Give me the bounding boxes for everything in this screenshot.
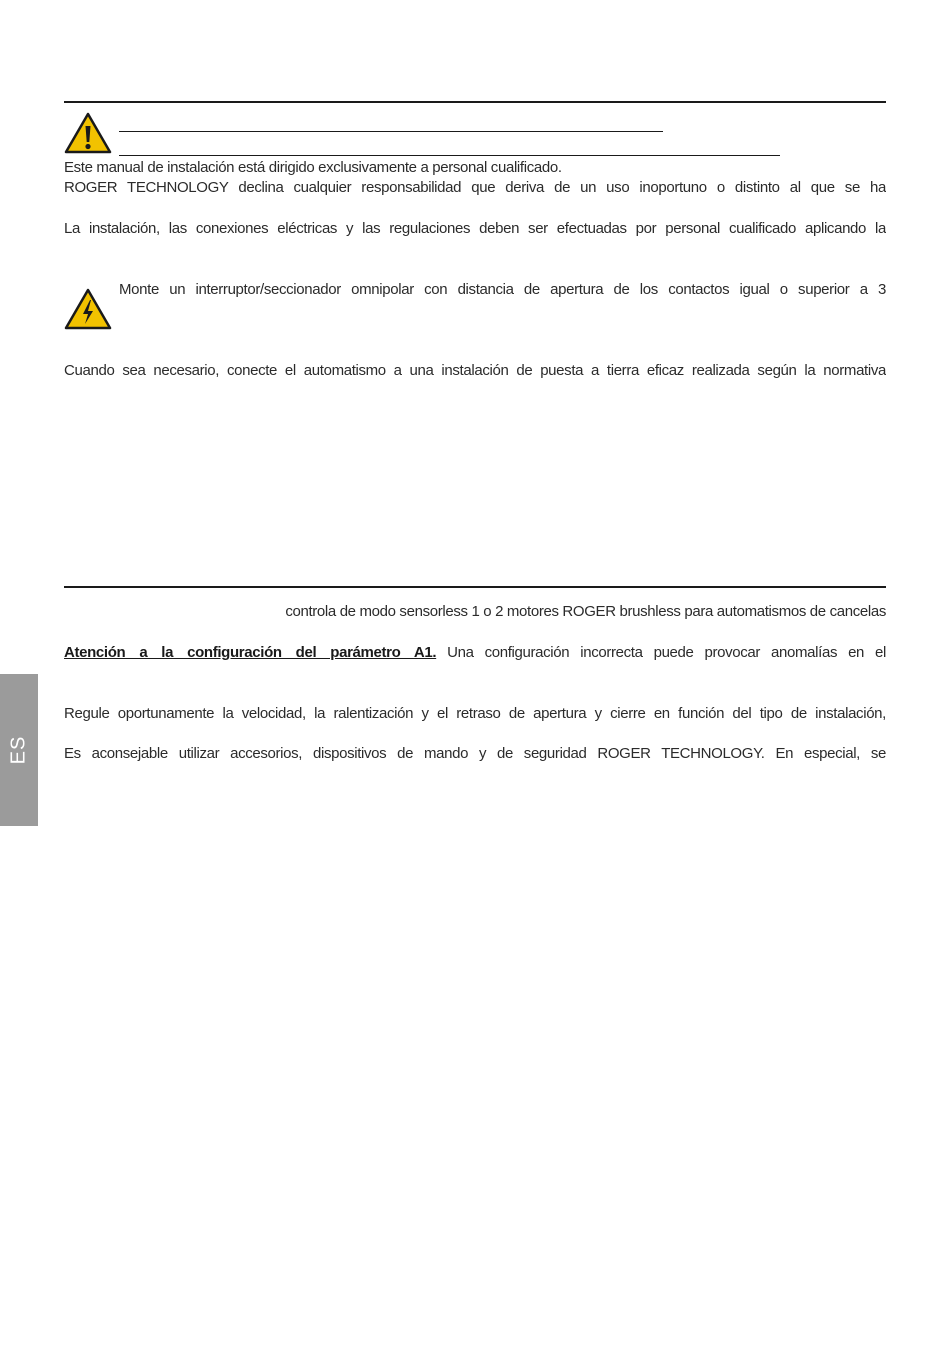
section-1-top-rule: [64, 101, 886, 103]
heading-placeholder-line-1: [119, 131, 663, 132]
paragraph-liability: ROGER TECHNOLOGY declina cualquier responsabilidad que deriva de un uso inoportuno o distinto al que se ha: [64, 179, 886, 196]
language-tab-label: ES: [7, 735, 30, 765]
section-2-top-rule: [64, 586, 886, 588]
high-voltage-icon: [63, 287, 113, 331]
attention-parameter-a1: Atención a la configuración del parámetro A1.: [64, 644, 437, 661]
attention-rest: Una configuración incorrecta puede provocar anomalías en el: [436, 644, 886, 661]
paragraph-attention: [64, 643, 886, 663]
paragraph-grounding: Cuando sea necesario, conecte el automatismo a una instalación de puesta a tierra eficaz realizada según la normativa: [64, 362, 886, 379]
heading-placeholder-line-2: [119, 155, 780, 156]
paragraph-qualified-personnel: Este manual de instalación está dirigido exclusivamente a personal cualificado.: [64, 159, 562, 176]
paragraph-advice: Es aconsejable utilizar accesorios, dispositivos de mando y de seguridad ROGER TECHNOLOGY. En especial, se: [64, 745, 886, 762]
language-tab: [0, 674, 38, 826]
paragraph-controller-intro: controla de modo sensorless 1 o 2 motores ROGER brushless para automatismos de cancelas: [285, 603, 886, 620]
paragraph-installation: La instalación, las conexiones eléctricas y las regulaciones deben ser efectuadas por personal cualificado aplicando la: [64, 220, 886, 237]
paragraph-regulate: Regule oportunamente la velocidad, la ralentización y el retraso de apertura y cierre en función del tipo de instalación,: [64, 705, 886, 722]
warning-exclamation-icon: [63, 111, 113, 155]
paragraph-switch: Monte un interruptor/seccionador omnipolar con distancia de apertura de los contactos igual o superior a 3: [119, 281, 886, 298]
